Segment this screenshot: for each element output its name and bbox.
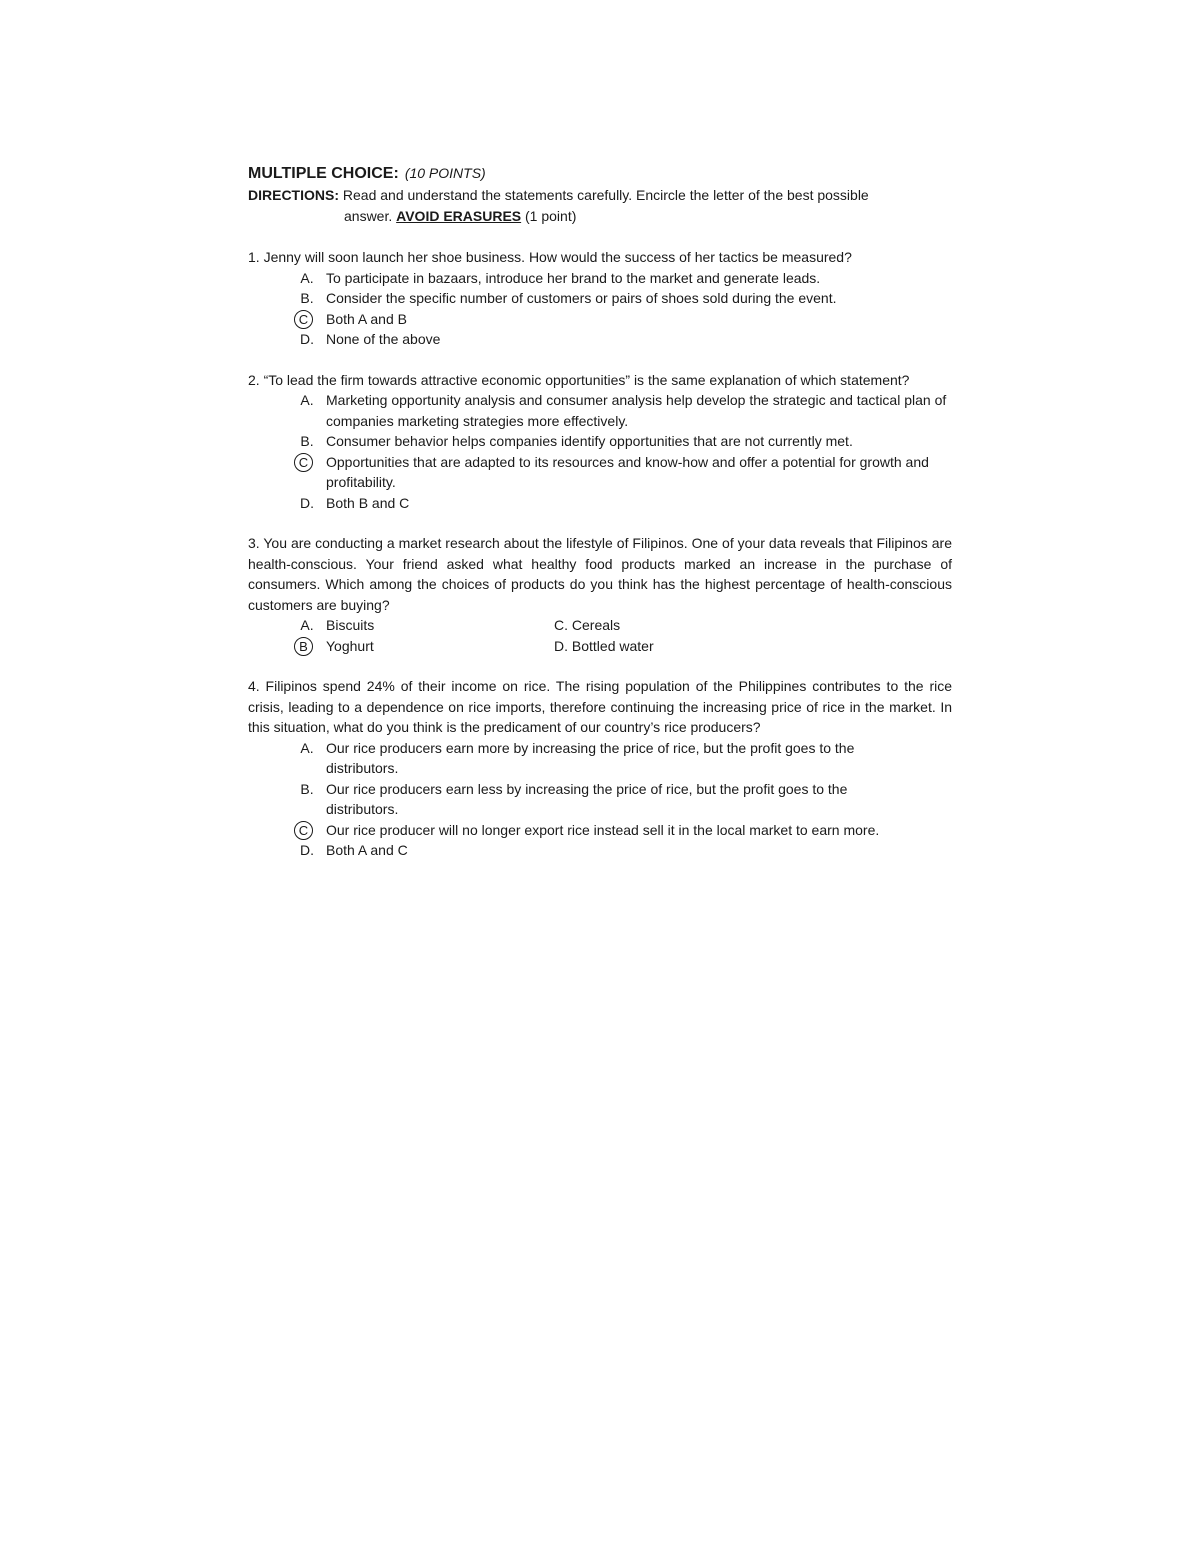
- encircled-letter: C: [294, 453, 313, 472]
- choice-text: Both A and C: [326, 842, 408, 858]
- directions-text: Read and understand the statements carefully. Encircle the letter of the best possible: [342, 187, 869, 203]
- choice-list: [248, 738, 888, 861]
- choice-b-selected[interactable]: Yoghurt: [326, 637, 374, 654]
- question-text: 2. “To lead the firm towards attractive economic opportunities” is the same explanation of which statement?: [248, 371, 910, 388]
- avoid-erasures: AVOID ERASURES: [396, 207, 522, 224]
- encircled-letter: B: [294, 637, 313, 656]
- choice-text: Consider the specific number of customers or pairs of shoes sold during the event.: [326, 290, 837, 306]
- choice-d[interactable]: D. Bottled water: [554, 637, 654, 654]
- choice-row-1: [248, 615, 952, 636]
- question-text: 1. Jenny will soon launch her shoe business. How would the success of her tactics be measured?: [248, 249, 852, 265]
- encircled-letter: C: [294, 821, 313, 840]
- directions: [248, 185, 952, 226]
- quiz-heading: [248, 162, 952, 185]
- directions-label: DIRECTIONS:: [248, 187, 339, 203]
- question-4: [248, 676, 952, 861]
- encircled-letter: C: [294, 310, 313, 329]
- choice-a[interactable]: [248, 738, 888, 779]
- choice-a[interactable]: [248, 268, 952, 289]
- choice-list: [248, 390, 952, 513]
- choice-text: Opportunities that are adapted to its resources and know-how and offer a potential for growth and profitability.: [326, 453, 929, 490]
- choice-c-selected[interactable]: [248, 820, 888, 841]
- choice-c-selected[interactable]: [248, 452, 952, 493]
- choice-letter: D.: [300, 331, 314, 347]
- choice-b[interactable]: [248, 288, 952, 309]
- choice-text: Our rice producers earn less by increasing the price of rice, but the profit goes to the distributors.: [326, 780, 848, 817]
- choice-b[interactable]: [248, 779, 888, 820]
- choice-letter: D.: [300, 494, 314, 511]
- choice-text: Consumer behavior helps companies identify opportunities that are not currently met.: [326, 433, 853, 449]
- choice-list: [248, 615, 952, 656]
- choice-text: Our rice producers earn more by increasing the price of rice, but the profit goes to the distributors.: [326, 739, 855, 776]
- choice-letter: A.: [300, 392, 314, 408]
- choice-text: To participate in bazaars, introduce her brand to the market and generate leads.: [326, 269, 821, 286]
- question-text: 3. You are conducting a market research about the lifestyle of Filipinos. One of your data reveals that Filipinos are health-conscious. Your friend asked what healthy food products marked an increase in the purchase of consumers. Which among the choices of products do you think has the highest percentage of health-conscious customers are buying?: [248, 535, 952, 613]
- choice-a[interactable]: Biscuits: [326, 617, 375, 633]
- choice-letter: A.: [300, 739, 314, 756]
- choice-a[interactable]: [248, 390, 952, 431]
- choice-list: [248, 268, 952, 350]
- question-3: [248, 533, 952, 656]
- choice-text: Marketing opportunity analysis and consumer analysis help develop the strategic and tactical plan of companies marketing strategies more effectively.: [326, 392, 947, 429]
- choice-d[interactable]: [248, 840, 888, 861]
- quiz-title: MULTIPLE CHOICE:: [248, 165, 399, 182]
- quiz-points: (10 POINTS): [404, 165, 486, 181]
- quiz-page: [248, 162, 952, 861]
- choice-text: Both A and B: [326, 310, 407, 327]
- choice-c-selected[interactable]: [248, 309, 952, 330]
- choice-letter: B.: [300, 433, 314, 449]
- choice-d[interactable]: [248, 493, 952, 514]
- choice-text: Both B and C: [326, 494, 410, 511]
- choice-b[interactable]: [248, 431, 952, 452]
- choice-letter: A.: [300, 269, 314, 286]
- choice-row-2: [248, 636, 952, 657]
- choice-letter: B.: [300, 780, 314, 797]
- question-2: [248, 370, 952, 514]
- question-1: [248, 247, 952, 350]
- choice-text: Our rice producer will no longer export rice instead sell it in the local market to earn more.: [326, 821, 880, 838]
- directions-point: (1 point): [525, 207, 577, 224]
- choice-letter: D.: [300, 842, 314, 858]
- choice-letter: B.: [300, 290, 314, 306]
- choice-text: None of the above: [326, 331, 441, 347]
- choice-letter: A.: [300, 617, 314, 633]
- question-text: 4. Filipinos spend 24% of their income on rice. The rising population of the Philippines contributes to the rice crisis, leading to a dependence on rice imports, therefore continuing the increasing price of rice in the market. In this situation, what do you think is the predicament of our country’s rice producers?: [248, 678, 952, 735]
- choice-c[interactable]: C. Cereals: [554, 617, 621, 633]
- directions-text-2: answer.: [344, 207, 393, 224]
- choice-d[interactable]: [248, 329, 952, 350]
